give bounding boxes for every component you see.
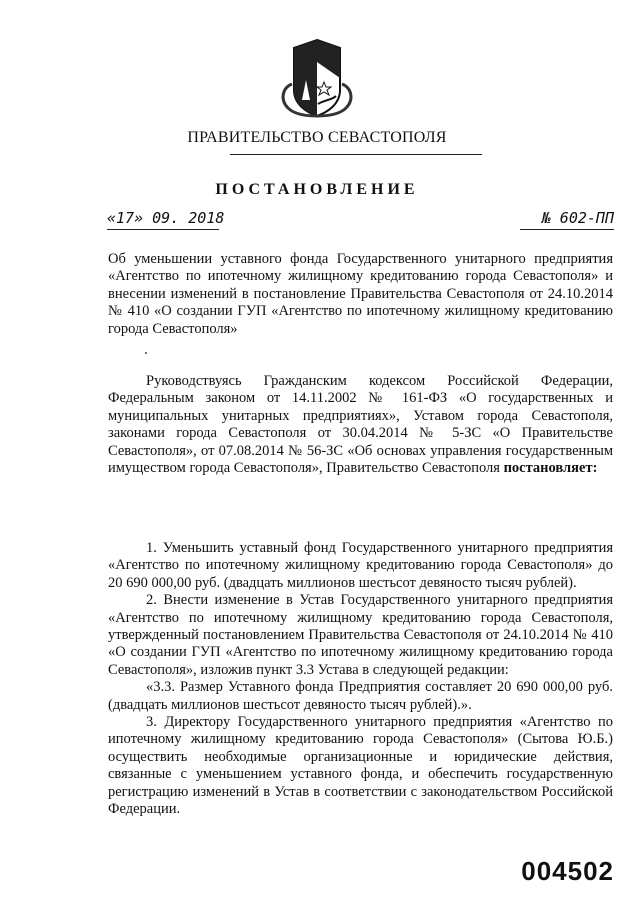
date-underline (107, 229, 219, 230)
preamble-text: Руководствуясь Гражданским кодексом Российской Федерации, Федеральным законом от 14.11.2002 № 161-ФЗ «О государственных и муниципальных унитарных предприятиях», Уставом города Севастополя, законами города Севастополя от 30.04.2014 № 5-ЗС «О Правительстве Севастополя», от 07.08.2014 № 56-ЗС «Об основах управления государственным имуществом города Севастополя», Правительство Севастополя (108, 373, 613, 477)
serial-number: 004502 (521, 856, 614, 886)
item-2-quote: «3.3. Размер Уставного фонда Предприятия составляет 20 690 000,00 руб. (двадцать миллионов шестьсот девяносто тысяч рублей).». (108, 679, 613, 713)
document-type-title: ПОСТАНОВЛЕНИЕ (215, 181, 419, 198)
sevastopol-coat-of-arms-icon (272, 38, 362, 118)
decision-word: постановляет: (503, 460, 598, 477)
government-name: ПРАВИТЕЛЬСТВО СЕВАСТОПОЛЯ (187, 129, 447, 146)
item-3: 3. Директору Государственного унитарного предприятия «Агентство по ипотечному жилищному кредитованию города Севастополя» (Сытова Ю.Б.) осуществить необходимые организационные и юридические действия, связанные с уменьшением уставного фонда, и обеспечить государственную регистрацию изменений в Устав в соответствии с законодательством Российской Федерации. (108, 714, 613, 818)
number-underline (520, 229, 614, 230)
government-underline (230, 154, 482, 155)
document-date: «17» 09. 2018 (107, 209, 225, 227)
item-1: 1. Уменьшить уставный фонд Государственного унитарного предприятия «Агентство по ипотечному жилищному кредитованию города Севастополя» до 20 690 000,00 руб. (двадцать миллионов шестьсот девяносто тысяч рублей). (108, 540, 613, 591)
item-2: 2. Внести изменение в Устав Государственного унитарного предприятия «Агентство по ипотечному жилищному кредитованию города Севастополя, утвержденный постановлением Правительства Севастополя от 24.10.2014 № 410 «О создании ГУП «Агентство по ипотечному жилищному кредитованию города Севастополя», изложив пункт 3.3 Устава в следующей редакции: (108, 592, 613, 678)
resolution-items (108, 540, 613, 819)
document-subject: Об уменьшении уставного фонда Государственного унитарного предприятия «Агентство по ипотечному жилищному кредитованию города Севастополя» и внесении изменений в постановление Правительства Севастополя от 24.10.2014 № 410 «О создании ГУП «Агентство по ипотечному жилищному кредитованию города Севастополя» (108, 251, 613, 337)
stray-dot (145, 352, 147, 354)
document-number: № 602-ПП (541, 209, 614, 227)
preamble (108, 373, 613, 477)
